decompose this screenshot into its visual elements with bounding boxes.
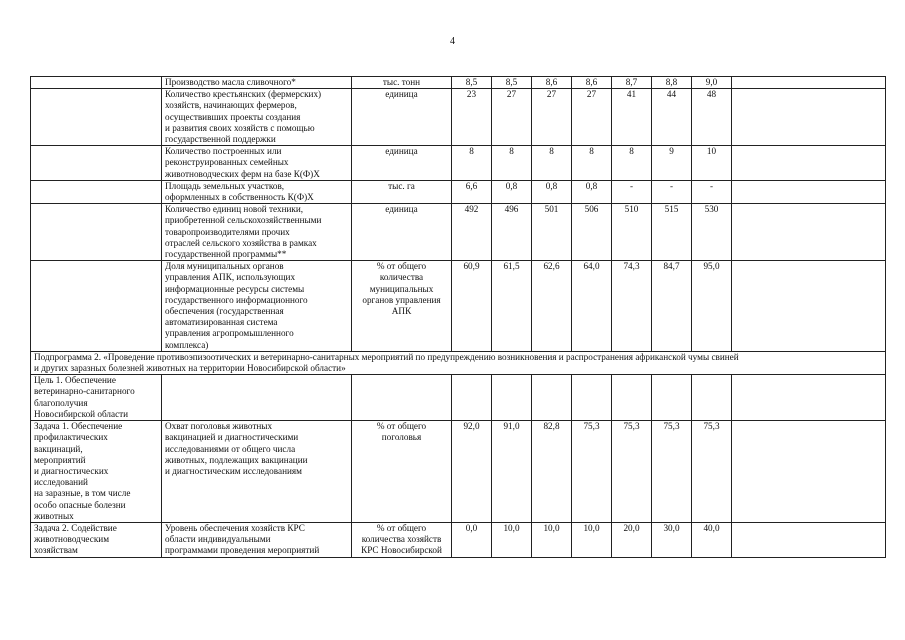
indicator-cell: Доля муниципальных органов управления АПК, использующих информационные ресурсы системы государственного информационного обеспечения (государственная автоматизированная система управления агропромышленного комплекса): [162, 261, 352, 352]
value-cell: 27: [532, 89, 572, 146]
value-cell: 10,0: [572, 522, 612, 557]
note-cell: [732, 180, 886, 203]
value-cell: 8: [532, 146, 572, 181]
unit-cell: % от общего поголовья: [352, 421, 452, 523]
value-cell: 95,0: [692, 261, 732, 352]
goal-cell: Задача 1. Обеспечение профилактических вакцинаций, мероприятий и диагностических исследований на заразные, в том числе особо опасные болезни животных: [31, 421, 162, 523]
unit-cell: тыс. тонн: [352, 77, 452, 89]
value-cell: 8: [452, 146, 492, 181]
value-cell: 8,6: [572, 77, 612, 89]
unit-cell: единица: [352, 146, 452, 181]
unit-cell: единица: [352, 89, 452, 146]
value-cell: 84,7: [652, 261, 692, 352]
value-cell: 75,3: [612, 421, 652, 523]
value-cell: 92,0: [452, 421, 492, 523]
value-cell: 9: [652, 146, 692, 181]
note-cell: [732, 89, 886, 146]
value-cell: 48: [692, 89, 732, 146]
value-cell: 75,3: [652, 421, 692, 523]
table-row: [31, 204, 886, 261]
unit-cell: единица: [352, 204, 452, 261]
value-cell: 10,0: [532, 522, 572, 557]
value-cell: 27: [572, 89, 612, 146]
value-cell: 8,7: [612, 77, 652, 89]
value-cell: 8: [492, 146, 532, 181]
task-row: [31, 522, 886, 557]
goal-cell: [31, 146, 162, 181]
value-cell: 0,0: [452, 522, 492, 557]
value-cell: 0,8: [572, 180, 612, 203]
indicator-cell: Количество крестьянских (фермерских) хозяйств, начинающих фермеров, осуществивших проекты создания и развития своих хозяйств с помощью государственной поддержки: [162, 89, 352, 146]
value-cell: 75,3: [572, 421, 612, 523]
indicator-cell: Количество построенных или реконструированных семейных животноводческих ферм на базе К(Ф)Х: [162, 146, 352, 181]
value-cell: 530: [692, 204, 732, 261]
value-cell: 23: [452, 89, 492, 146]
unit-cell: % от общего количества хозяйств КРС Новосибирской: [352, 522, 452, 557]
goal-cell: [31, 261, 162, 352]
value-cell: 506: [572, 204, 612, 261]
unit-cell: % от общего количества муниципальных органов управления АПК: [352, 261, 452, 352]
subprogram-row: [31, 351, 886, 374]
indicator-cell: Производство масла сливочного*: [162, 77, 352, 89]
table-row: [31, 180, 886, 203]
value-cell: -: [692, 180, 732, 203]
table-row: [31, 89, 886, 146]
value-cell: 61,5: [492, 261, 532, 352]
value-cell: 8: [612, 146, 652, 181]
value-cell: 6,6: [452, 180, 492, 203]
task-row: [31, 421, 886, 523]
value-cell: 515: [652, 204, 692, 261]
value-cell: 9,0: [692, 77, 732, 89]
table-row: [31, 77, 886, 89]
value-cell: 8,8: [652, 77, 692, 89]
indicator-cell: Уровень обеспечения хозяйств КРС области индивидуальными программами проведения мероприятий: [162, 522, 352, 557]
indicator-cell: Количество единиц новой техники, приобретенной сельскохозяйственными товаропроизводителями прочих отраслей сельского хозяйства в рамках государственной программы**: [162, 204, 352, 261]
value-cell: -: [652, 180, 692, 203]
value-cell: 91,0: [492, 421, 532, 523]
goal-row: [31, 375, 886, 421]
note-cell: [732, 522, 886, 557]
value-cell: 8,5: [492, 77, 532, 89]
value-cell: 44: [652, 89, 692, 146]
note-cell: [732, 261, 886, 352]
unit-cell: тыс. га: [352, 180, 452, 203]
value-cell: 492: [452, 204, 492, 261]
indicator-cell: Площадь земельных участков, оформленных в собственность К(Ф)Х: [162, 180, 352, 203]
page-number: 4: [450, 36, 455, 47]
note-cell: [732, 421, 886, 523]
value-cell: 40,0: [692, 522, 732, 557]
goal-cell: [31, 204, 162, 261]
value-cell: 510: [612, 204, 652, 261]
goal-cell: [31, 89, 162, 146]
value-cell: 10,0: [492, 522, 532, 557]
note-cell: [732, 77, 886, 89]
indicator-cell: Охват поголовья животных вакцинацией и диагностическими исследованиями от общего числа животных, подлежащих вакцинации и диагностическим исследованиям: [162, 421, 352, 523]
goal-cell: Цель 1. Обеспечение ветеринарно-санитарного благополучия Новосибирской области: [31, 375, 162, 421]
value-cell: 0,8: [492, 180, 532, 203]
value-cell: 41: [612, 89, 652, 146]
value-cell: 62,6: [532, 261, 572, 352]
value-cell: -: [612, 180, 652, 203]
value-cell: 30,0: [652, 522, 692, 557]
value-cell: 10: [692, 146, 732, 181]
value-cell: 501: [532, 204, 572, 261]
value-cell: 8: [572, 146, 612, 181]
value-cell: 496: [492, 204, 532, 261]
note-cell: [732, 146, 886, 181]
value-cell: 74,3: [612, 261, 652, 352]
value-cell: 60,9: [452, 261, 492, 352]
note-cell: [732, 204, 886, 261]
table-row: [31, 261, 886, 352]
value-cell: 64,0: [572, 261, 612, 352]
table-row: [31, 146, 886, 181]
value-cell: 27: [492, 89, 532, 146]
value-cell: 20,0: [612, 522, 652, 557]
value-cell: 82,8: [532, 421, 572, 523]
value-cell: 0,8: [532, 180, 572, 203]
subprogram-title: Подпрограмма 2. «Проведение противоэпизоотических и ветеринарно-санитарных мероприятий по предупреждению возникновения и распространения африканской чумы свиней и других заразных болезней животных на территории Новосибирской области»: [31, 351, 886, 374]
value-cell: 8,6: [532, 77, 572, 89]
value-cell: 75,3: [692, 421, 732, 523]
value-cell: 8,5: [452, 77, 492, 89]
goal-cell: [31, 77, 162, 89]
indicators-table: [30, 76, 886, 558]
goal-cell: [31, 180, 162, 203]
goal-cell: Задача 2. Содействие животноводческим хозяйствам: [31, 522, 162, 557]
